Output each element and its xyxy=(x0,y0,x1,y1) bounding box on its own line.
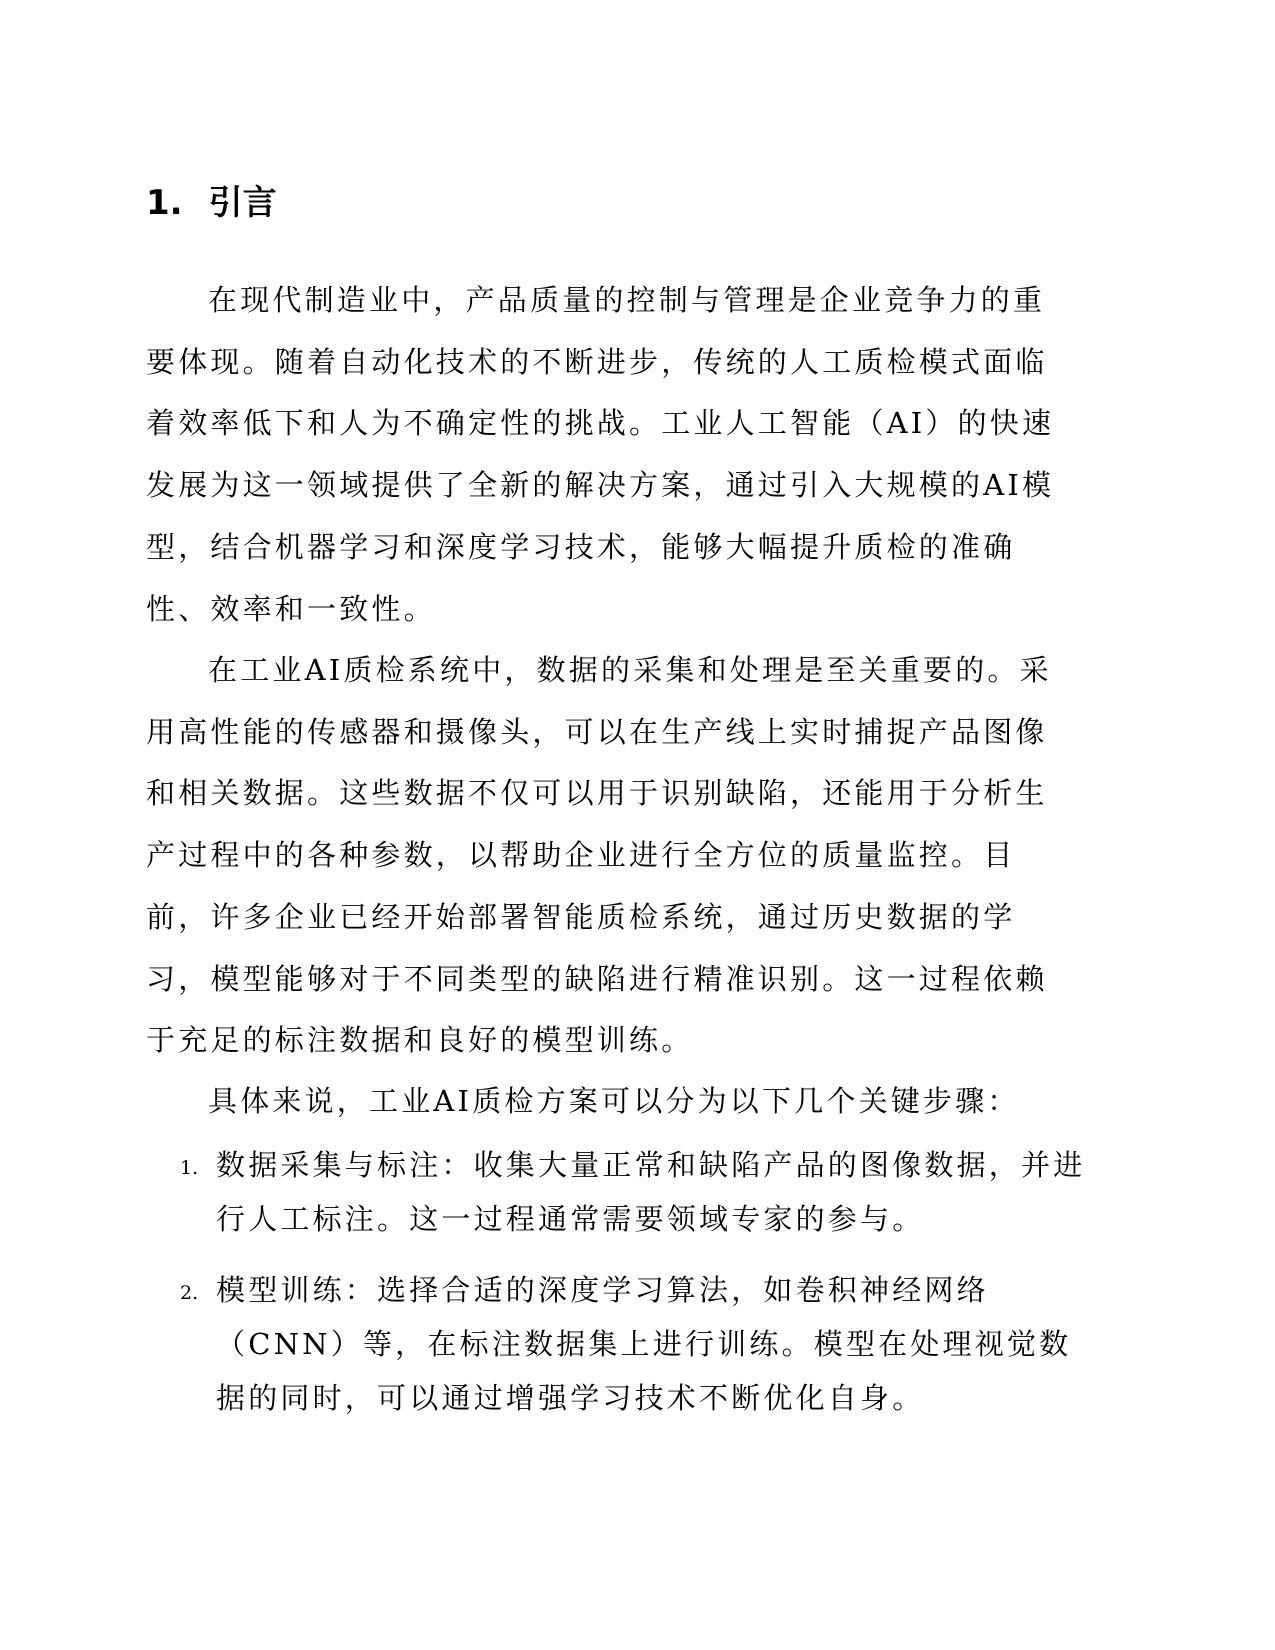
paragraph-intro: 在现代制造业中，产品质量的控制与管理是企业竞争力的重要体现。随着自动化技术的不断进步，传统的人工质检模式面临着效率低下和人为不确定性的挑战。工业人工智能（AI）的快速发展为这一领域提供了全新的解决方案，通过引入大规模的AI模型，结合机器学习和深度学习技术，能够大幅提升质检的准确性、效率和一致性。 xyxy=(146,283,1055,626)
list-marker: 1. xyxy=(180,1157,199,1179)
section-number: 1. xyxy=(146,183,183,223)
paragraph-data-collection: 在工业AI质检系统中，数据的采集和处理是至关重要的。采用高性能的传感器和摄像头，可以在生产线上实时捕捉产品图像和相关数据。这些数据不仅可以用于识别缺陷，还能用于分析生产过程中的各种参数，以帮助企业进行全方位的质量监控。目前，许多企业已经开始部署智能质检系统，通过历史数据的学习，模型能够对于不同类型的缺陷进行精准识别。这一过程依赖于充足的标注数据和良好的模型训练。 xyxy=(146,653,1052,1058)
section-title: 引言 xyxy=(208,183,277,223)
list-item-model-training xyxy=(180,1263,1100,1425)
list-marker: 2. xyxy=(180,1282,199,1304)
list-item-data-labeling xyxy=(180,1138,1100,1246)
list-item-text: 数据采集与标注：收集大量正常和缺陷产品的图像数据，并进行人工标注。这一过程通常需要领域专家的参与。 xyxy=(216,1148,1086,1236)
section-heading xyxy=(146,178,277,228)
list-item-text: 模型训练：选择合适的深度学习算法，如卷积神经网络（CNN）等，在标注数据集上进行训练。模型在处理视觉数据的同时，可以通过增强学习技术不断优化自身。 xyxy=(216,1273,1072,1415)
paragraph-steps-intro: 具体来说，工业AI质检方案可以分为以下几个关键步骤： xyxy=(208,1084,1020,1118)
